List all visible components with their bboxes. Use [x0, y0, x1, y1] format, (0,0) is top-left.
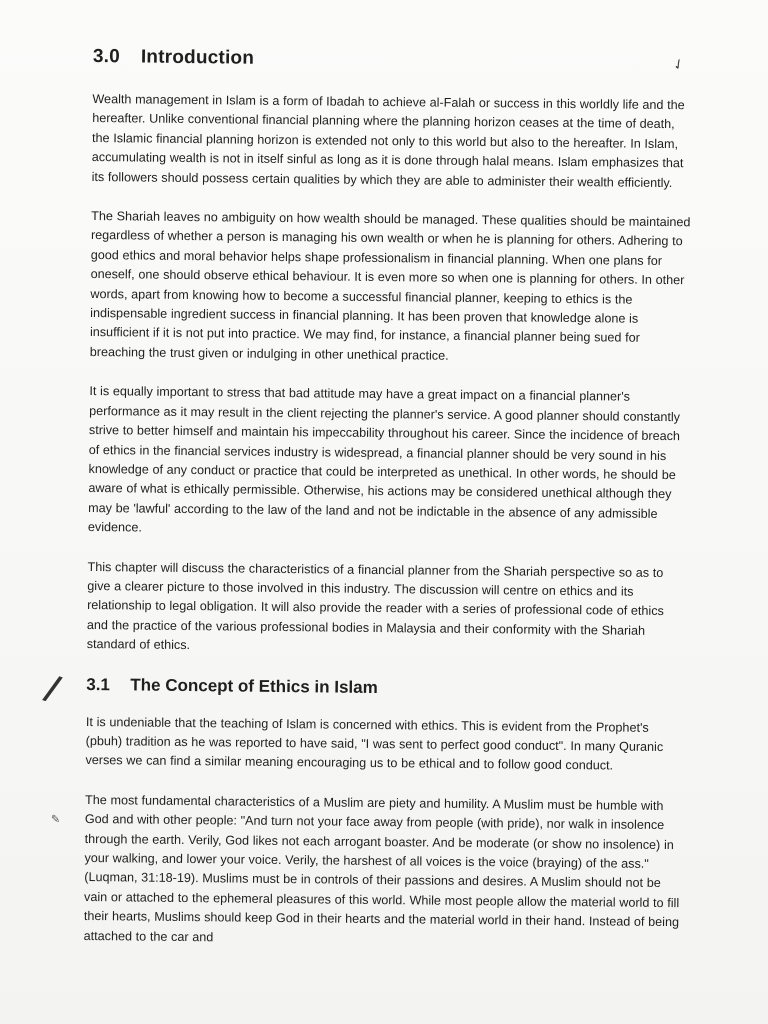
section-number: 3.0 — [92, 46, 121, 68]
subsection-heading-ethics — [40, 667, 686, 710]
handwritten-margin-note: ✎ — [50, 813, 61, 826]
pen-tick-mark: ✓ — [669, 54, 688, 75]
paragraph-4: This chapter will discuss the characteristics of a financial planner from the Shariah perspective so as to give a clearer picture to those involved in this industry. The discussion will centre on ethics and its relationship to legal obligation. It will also provide the reader with a series of professional code of ethics and the practice of the various professional bodies in Malaysia and their conformity with the Shariah standard of ethics. — [86, 559, 664, 653]
paragraph-2: The Shariah leaves no ambiguity on how wealth should be managed. These qualities should be maintained regardless of whether a person is managing his own wealth or when he is planning for others. Adhering to good ethics and moral behavior helps shape professionalism in financial planning. When one plans for oneself, one should observe ethical behaviour. It is even more so when one is planning for others. In other words, apart from knowing how to become a successful financial planner, keeping to ethics is the indispensable ingredient success in financial planning. It has been proven that knowledge alone is insufficient if it is not put into practice. We may find, for instance, a financial planner being sued for breaching the trust given or indulging in other unethical practice. — [89, 209, 691, 363]
paragraph-3: It is equally important to stress that bad attitude may have a great impact on a financial planner's performance as it may result in the client rejecting the planner's service. A good planner should constantly strive to better himself and maintain his impeccability throughout his career. Since the incidence of breach of ethics in the financial services industry is widespread, a financial planner should be very sound in his knowledge of any conduct or practice that could be interpreted as unethical. In other words, he should be aware of what is ethically permissible. Otherwise, his actions may be considered unethical although they may be 'lawful' according to the law of the land and not be indictable in the absence of any admissible evidence. — [87, 384, 681, 535]
section-title: Introduction — [140, 46, 255, 69]
paragraph-6: The most fundamental characteristics of a Muslim are piety and humility. A Muslim must be humble with God and with other people: "And turn not your face away from people (with pride), nor walk in insolence through the earth. Verily, God likes not each arrogant boaster. And be moderate (or show no insolence) in your walking, and lower your voice. Verily, the harshest of all voices is the voice (braying) of the ass." (Luqman, 31:18-19). Muslims must be in controls of their passions and desires. A Muslim should not be vain or attached to the ephemeral pleasures of this world. While most people allow the material world to fill their hearts, Muslims should keep God in their hearts and the material world in their hand. Instead of being attached to the car and — [83, 792, 680, 944]
subsection-number: 3.1 — [86, 674, 111, 694]
handwritten-slash-mark: / — [40, 667, 65, 710]
subsection-title: The Concept of Ethics in Islam — [130, 674, 378, 697]
section-heading-introduction — [93, 46, 693, 74]
page-content — [40, 46, 693, 972]
paragraph-5: It is undeniable that the teaching of Islam is concerned with ethics. This is evident from the Prophet's (pbuh) tradition as he was reported to have said, "I was sent to perfect good conduct". In many Quranic verses we can find a similar meaning encouraging us to be ethical and to follow good conduct. — [85, 714, 664, 773]
paragraph-1: Wealth management in Islam is a form of Ibadah to achieve al-Falah or success in this worldly life and the hereafter. Unlike conventional financial planning where the planning horizon ceases at the time of death, the Islamic financial planning horizon is extended not only to this world but also to the hereafter. In Islam, accumulating wealth is not in itself sinful as long as it is done through halal means. Islam emphasizes that its followers should possess certain qualities by which they are able to administer their wealth efficiently. — [91, 91, 685, 190]
